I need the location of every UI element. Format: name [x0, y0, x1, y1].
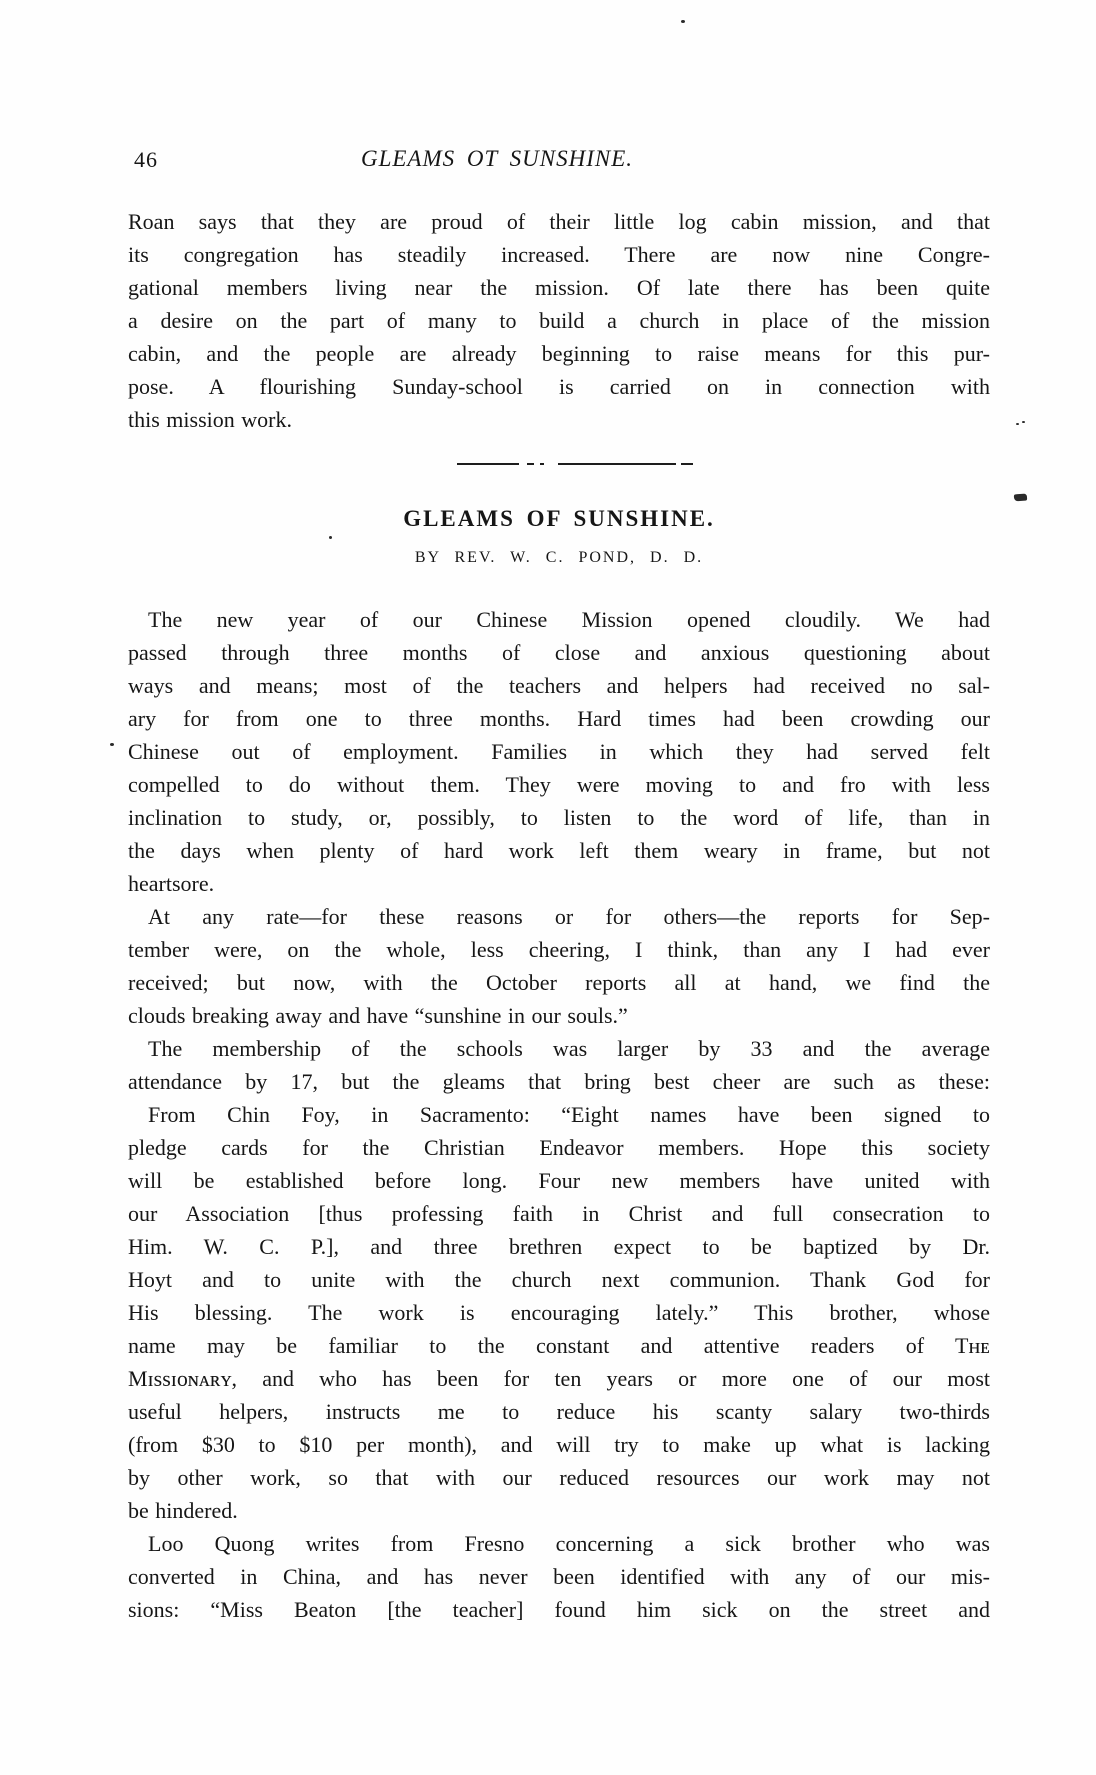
text-line: received; but now, with the October reports all at hand, we find the	[128, 970, 990, 995]
text-line: pledge cards for the Christian Endeavor members. Hope this society	[128, 1135, 990, 1160]
text-line: Mɪssɪᴏɴᴀʀʏ, and who has been for ten years or more one of our most	[128, 1366, 990, 1391]
text-line: tember were, on the whole, less cheering, I think, than any I had ever	[128, 937, 990, 962]
paragraph	[128, 1098, 990, 1527]
ink-speck	[1022, 421, 1025, 423]
paragraph	[128, 900, 990, 1032]
text-line: attendance by 17, but the gleams that bring best cheer are such as these:	[128, 1069, 990, 1094]
text-line: Hoyt and to unite with the church next communion. Thank God for	[128, 1267, 990, 1292]
text-line: clouds breaking away and have “sunshine in our souls.”	[128, 1003, 628, 1028]
intro-paragraph	[128, 205, 990, 436]
text-line: The new year of our Chinese Mission opened cloudily. We had	[148, 607, 990, 632]
divider-segment	[540, 463, 544, 465]
text-line: Chinese out of employment. Families in which they had served felt	[128, 739, 990, 764]
text-line: its congregation has steadily increased. There are now nine Congre-	[128, 242, 990, 267]
text-line: converted in China, and has never been identified with any of our mis-	[128, 1564, 990, 1589]
text-line: His blessing. The work is encouraging lately.” This brother, whose	[128, 1300, 990, 1325]
running-head	[128, 146, 990, 172]
text-line: by other work, so that with our reduced resources our work may not	[128, 1465, 990, 1490]
text-line: sions: “Miss Beaton [the teacher] found him sick on the street and	[128, 1597, 990, 1622]
text-line: name may be familiar to the constant and attentive readers of Tʜᴇ	[128, 1333, 990, 1358]
text-line: cabin, and the people are already beginning to raise means for this pur-	[128, 341, 990, 366]
article-byline: BY REV. W. C. POND, D. D.	[414, 549, 704, 566]
text-line: (from $30 to $10 per month), and will try to make up what is lacking	[128, 1432, 990, 1457]
text-line: From Chin Foy, in Sacramento: “Eight names have been signed to	[148, 1102, 990, 1127]
text-line: At any rate—for these reasons or for others—the reports for Sep-	[148, 904, 990, 929]
text-line: a desire on the part of many to build a church in place of the mission	[128, 308, 990, 333]
divider-segment	[457, 463, 519, 465]
ink-speck	[1016, 423, 1019, 425]
text-line: ary for from one to three months. Hard times had been crowding our	[128, 706, 990, 731]
section-divider	[144, 462, 1006, 466]
paragraph	[128, 1527, 990, 1626]
text-line: compelled to do without them. They were moving to and fro with less	[128, 772, 990, 797]
page-number: 46	[134, 147, 158, 172]
text-line: inclination to study, or, possibly, to listen to the word of life, than in	[128, 805, 990, 830]
paragraph	[128, 603, 990, 900]
article-title: GLEAMS OF SUNSHINE.	[403, 506, 715, 531]
paragraph	[128, 1032, 990, 1098]
text-line: The membership of the schools was larger by 33 and the average	[148, 1036, 990, 1061]
text-line: will be established before long. Four new members have united with	[128, 1168, 990, 1193]
text-line: Loo Quong writes from Fresno concerning a sick brother who was	[148, 1531, 990, 1556]
text-line: pose. A flourishing Sunday-school is carried on in connection with	[128, 374, 990, 399]
text-line: this mission work.	[128, 407, 292, 432]
text-line: be hindered.	[128, 1498, 238, 1523]
text-line: useful helpers, instructs me to reduce his scanty salary two-thirds	[128, 1399, 990, 1424]
divider-segment	[681, 463, 693, 465]
article-body	[128, 603, 990, 1626]
text-block	[128, 0, 990, 1626]
text-line: Him. W. C. P.], and three brethren expect to be baptized by Dr.	[128, 1234, 990, 1259]
divider-segment	[558, 463, 676, 465]
text-line: our Association [thus professing faith in Christ and full consecration to	[128, 1201, 990, 1226]
text-line: the days when plenty of hard work left them weary in frame, but not	[128, 838, 990, 863]
text-line: Roan says that they are proud of their little log cabin mission, and that	[128, 209, 990, 234]
text-line: heartsore.	[128, 871, 215, 896]
text-line: gational members living near the mission. Of late there has been quite	[128, 275, 990, 300]
ink-speck	[110, 743, 114, 746]
text-line: passed through three months of close and anxious questioning about	[128, 640, 990, 665]
running-head-title: GLEAMS OT SUNSHINE.	[360, 146, 633, 171]
divider-segment	[527, 463, 534, 465]
ink-blot	[1014, 494, 1027, 502]
text-line: ways and means; most of the teachers and helpers had received no sal-	[128, 673, 990, 698]
